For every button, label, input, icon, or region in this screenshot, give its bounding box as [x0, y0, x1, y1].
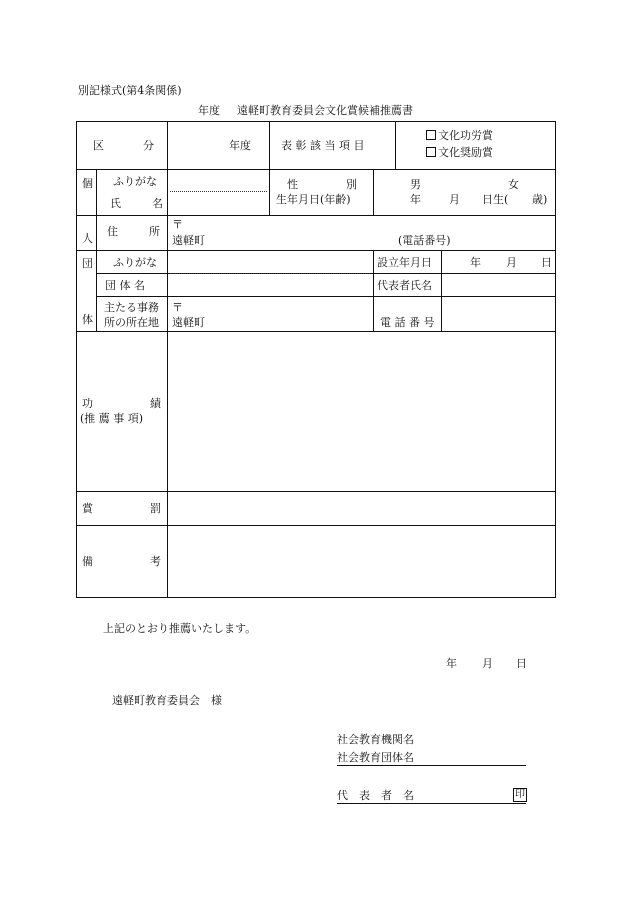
birth-age: 歳) [532, 193, 548, 206]
birth-month: 月 [449, 193, 460, 206]
recommendation-label: (推 薦 事 項) [80, 412, 144, 425]
achievement-label-a: 功 [82, 397, 93, 410]
address-label-a: 住 [107, 225, 118, 238]
group-label-top: 団 [82, 257, 93, 270]
furigana-label: ふりがな [113, 175, 157, 188]
birth-day: 日生( [482, 193, 509, 206]
date-year: 年 [446, 657, 457, 670]
year-label: 年度 [229, 139, 251, 152]
name-label-a: 氏 [110, 197, 121, 210]
established-month: 月 [506, 256, 517, 269]
group-phone-label: 電 話 番 号 [380, 316, 435, 329]
title-year: 年度 [198, 104, 220, 117]
group-furigana-label: ふりがな [113, 256, 157, 269]
institution-label: 社会教育機関名 [337, 733, 414, 746]
gender-male[interactable]: 男 [410, 178, 421, 191]
addressee: 遠軽町教育委員会 様 [112, 694, 222, 707]
form-reference: 別記様式(第4条関係) [78, 84, 182, 97]
individual-label-top: 個 [82, 177, 93, 190]
remarks-label-a: 備 [82, 555, 93, 568]
group-name-label: 団 体 名 [105, 279, 145, 292]
date-day: 日 [516, 657, 527, 670]
classification-label-b: 分 [143, 139, 154, 152]
page-title: 遠軽町教育委員会文化賞候補推薦書 [237, 104, 413, 117]
checkbox-icon [426, 130, 436, 140]
name-label-b: 名 [152, 197, 163, 210]
seal-icon: 印 [515, 789, 525, 800]
postal-mark: 〒 [172, 218, 183, 231]
established-day: 日 [541, 256, 552, 269]
gender-female[interactable]: 女 [508, 178, 519, 191]
award-option-merit[interactable]: 文化功労賞 [426, 130, 493, 141]
main-office-label-1: 主たる事務 [104, 301, 159, 314]
birthdate-label: 生年月日(年齢) [276, 193, 351, 206]
office-postal-mark: 〒 [172, 301, 183, 314]
gender-label-b: 別 [346, 178, 357, 191]
awards-label-a: 賞 [82, 502, 93, 515]
achievement-label-b: 績 [150, 397, 161, 410]
address-label-b: 所 [149, 225, 160, 238]
award-option-encouragement[interactable]: 文化奨励賞 [426, 147, 493, 158]
address-town: 遠軽町 [172, 234, 205, 247]
established-year: 年 [470, 256, 481, 269]
office-town: 遠軽町 [172, 316, 205, 329]
date-month: 月 [482, 657, 493, 670]
representative-sign-label: 代 表 者 名 [337, 789, 414, 802]
main-office-label-2: 所の所在地 [104, 316, 159, 329]
classification-label-a: 区 [93, 139, 104, 152]
checkbox-icon [426, 147, 436, 157]
phone-label: (電話番号) [398, 234, 451, 247]
gender-label-a: 性 [287, 178, 298, 191]
birth-year: 年 [410, 193, 421, 206]
individual-label-bottom: 人 [82, 232, 93, 245]
established-label: 設立年月日 [377, 256, 432, 269]
awards-label-b: 罰 [150, 502, 161, 515]
recommendation-statement: 上記のとおり推薦いたします。 [103, 622, 257, 635]
award-item-label: 表 彰 該 当 項 目 [281, 139, 365, 152]
representative-label: 代表者氏名 [377, 279, 432, 292]
group-name-sign-label: 社会教育団体名 [337, 751, 414, 764]
group-label-bottom: 体 [82, 313, 93, 326]
remarks-label-b: 考 [150, 555, 161, 568]
